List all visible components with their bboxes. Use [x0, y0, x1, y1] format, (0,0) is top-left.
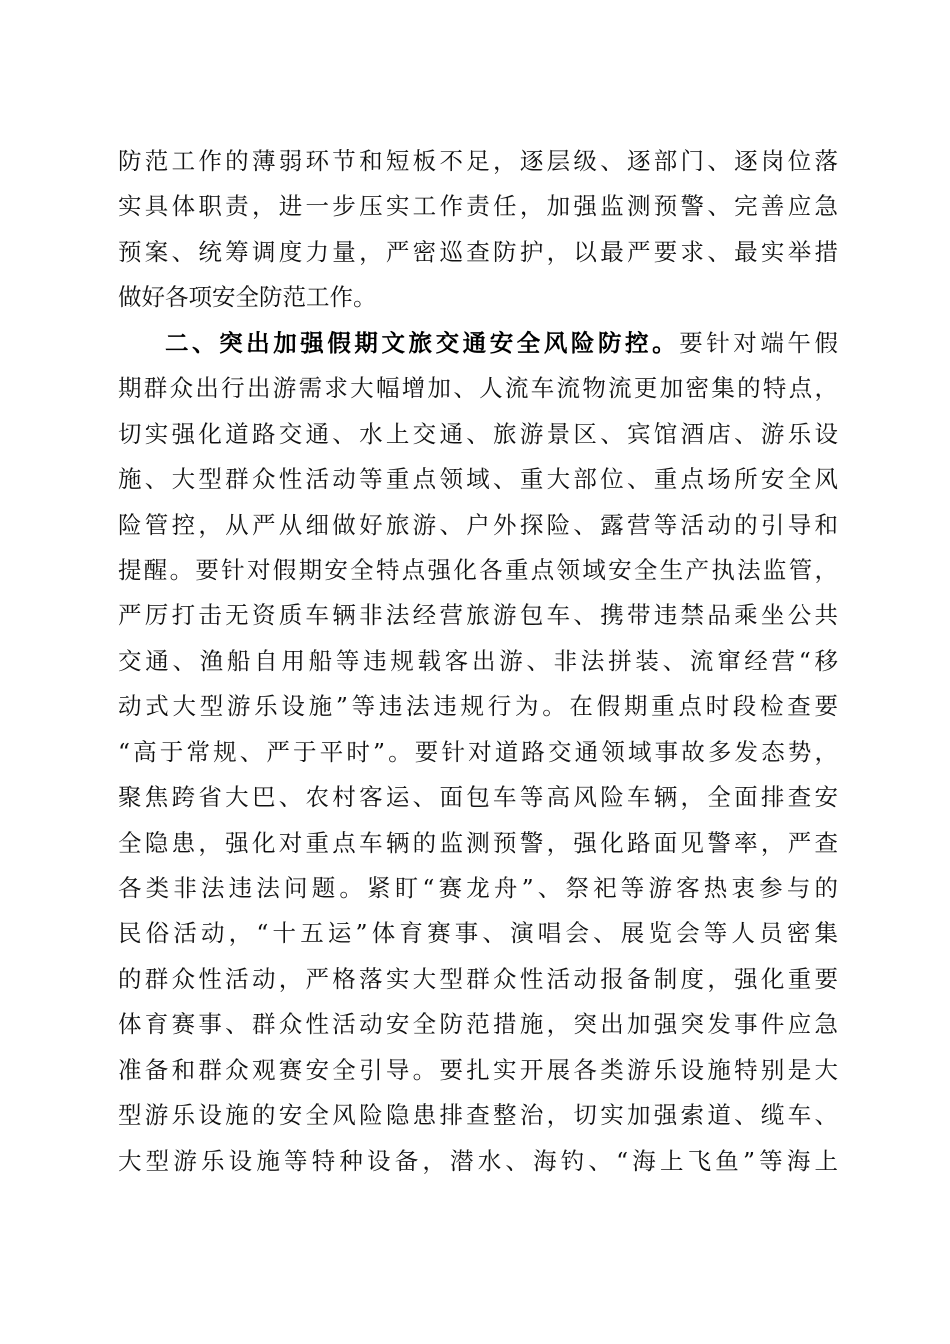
- section-heading-line: [118, 321, 838, 366]
- text-line: 民俗活动，“十五运”体育赛事、演唱会、展览会等人员密集: [118, 919, 838, 948]
- text-line: 全隐患，强化对重点车辆的监测预警，强化路面见警率，严查: [118, 828, 838, 857]
- text-line: 切实强化道路交通、水上交通、旅游景区、宾馆酒店、游乐设: [118, 419, 838, 448]
- text-line: 预案、统筹调度力量，严密巡查防护，以最严要求、最实举措: [118, 237, 838, 266]
- text-line: 期群众出行出游需求大幅增加、人流车流物流更加密集的特点，: [118, 374, 838, 403]
- section-heading: 二、突出加强假期文旅交通安全风险防控。: [165, 328, 680, 357]
- text-line: 严厉打击无资质车辆非法经营旅游包车、携带违禁品乘坐公共: [118, 601, 838, 630]
- text-line: 大型游乐设施等特种设备，潜水、海钓、“海上飞鱼”等海上: [118, 1146, 838, 1175]
- document-body: [118, 139, 838, 1184]
- text-line: 体育赛事、群众性活动安全防范措施，突出加强突发事件应急: [118, 1010, 838, 1039]
- text-line: 准备和群众观赛安全引导。要扎实开展各类游乐设施特别是大: [118, 1055, 838, 1084]
- text-line: “高于常规、严于平时”。要针对道路交通领域事故多发态势，: [118, 737, 838, 766]
- text-line: 交通、渔船自用船等违规载客出游、非法拼装、流窜经营“移: [118, 646, 838, 675]
- text-line: 险管控，从严从细做好旅游、户外探险、露营等活动的引导和: [118, 510, 838, 539]
- text-line: 做好各项安全防范工作。: [118, 283, 377, 312]
- text-line: 提醒。要针对假期安全特点强化各重点领域安全生产执法监管，: [118, 555, 838, 584]
- section-lead-text: 要针对端午假: [679, 328, 838, 357]
- text-line: 施、大型群众性活动等重点领域、重大部位、重点场所安全风: [118, 465, 838, 494]
- text-line: 动式大型游乐设施”等违法违规行为。在假期重点时段检查要: [118, 692, 838, 721]
- text-line: 各类非法违法问题。紧盯“赛龙舟”、祭祀等游客热衷参与的: [118, 874, 838, 902]
- text-line: 防范工作的薄弱环节和短板不足，逐层级、逐部门、逐岗位落: [118, 147, 838, 175]
- text-line: 实具体职责，进一步压实工作责任，加强监测预警、完善应急: [118, 192, 838, 221]
- text-line: 的群众性活动，严格落实大型群众性活动报备制度，强化重要: [118, 964, 838, 993]
- text-line: 聚焦跨省大巴、农村客运、面包车等高风险车辆，全面排查安: [118, 783, 838, 812]
- text-line: 型游乐设施的安全风险隐患排查整治，切实加强索道、缆车、: [118, 1101, 838, 1130]
